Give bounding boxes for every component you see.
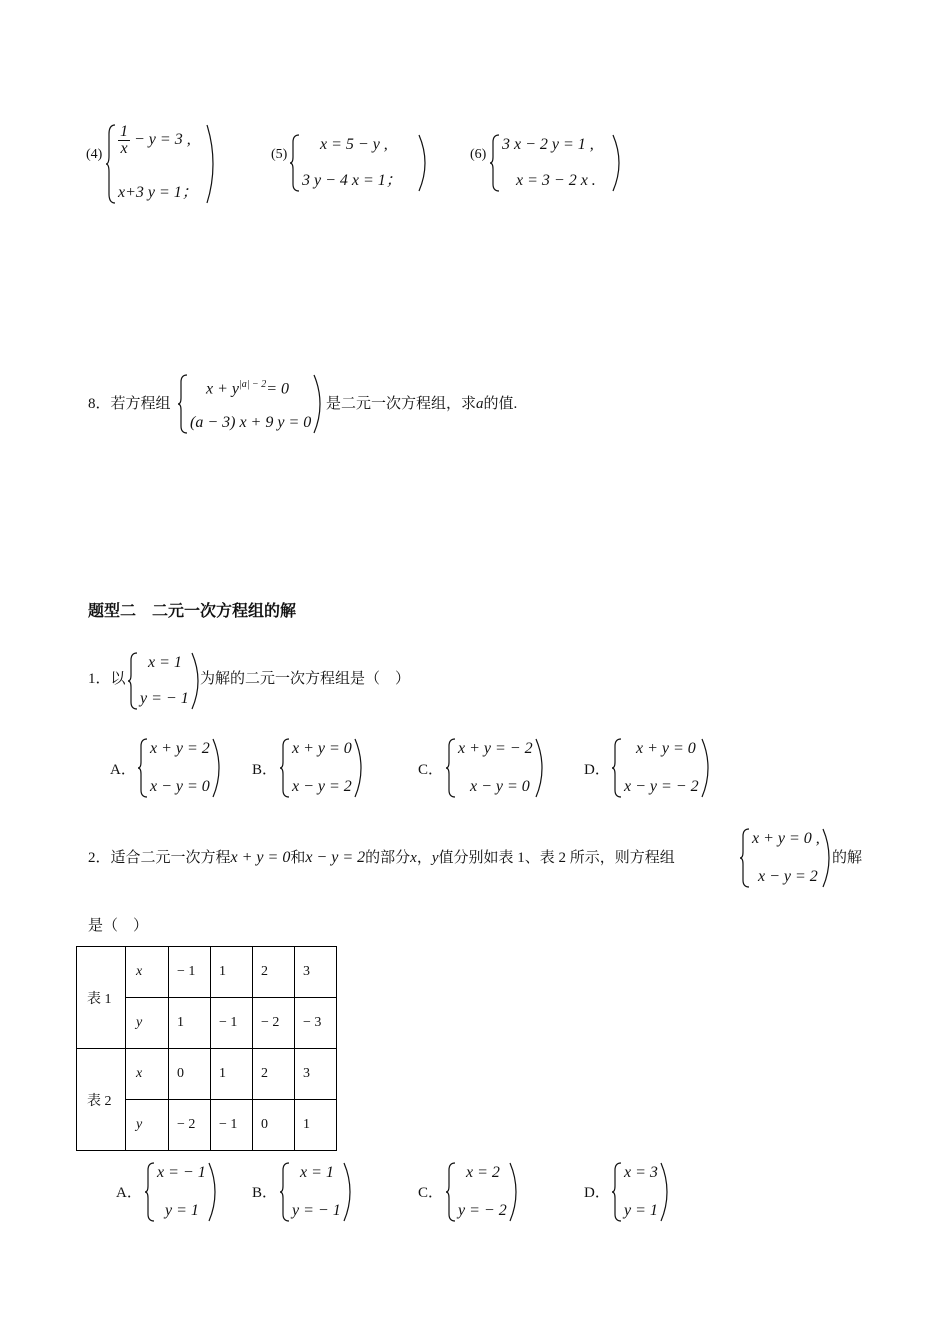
q1-option-c-label: C．: [418, 762, 444, 778]
right-paren: [822, 828, 832, 888]
table-2-var-x: x: [126, 1049, 169, 1100]
q1-option-d-label: D．: [584, 762, 610, 778]
right-paren: [208, 1162, 218, 1222]
q1-option-b-label: B．: [252, 762, 278, 778]
table-cell: 1: [295, 1100, 337, 1151]
q2-option-c-row-1: x = 2: [466, 1164, 500, 1181]
table-cell: 2: [253, 1049, 295, 1100]
q2-option-d-row-2: y = 1: [624, 1202, 658, 1219]
q1-option-d-row-1: x + y = 0: [636, 740, 696, 757]
left-brace: [446, 1162, 456, 1222]
q2-equation-1: x + y = 0: [230, 849, 291, 866]
q1-option-a: [138, 738, 222, 798]
system-4-label: (4): [86, 147, 103, 162]
section-heading: 题型二 二元一次方程组的解: [88, 601, 297, 620]
system-6-row-2: x = 3 − 2 x .: [516, 172, 596, 189]
left-brace: [740, 828, 750, 888]
q2-option-c-row-2: y = − 2: [458, 1202, 507, 1219]
q2-system-row-1: x + y = 0 ,: [752, 830, 820, 847]
system-4-row-2: x+3 y = 1；: [118, 184, 198, 201]
system-4-row-1: [118, 124, 198, 157]
q2-option-a-row-1: x = − 1: [157, 1164, 206, 1181]
q1-option-b: [280, 738, 364, 798]
table-2-var-y: y: [126, 1100, 169, 1151]
system-6-label: (6): [470, 147, 487, 162]
q8-suffix-b: 的值.: [483, 396, 518, 412]
right-paren: [660, 1162, 670, 1222]
q1-prefix: 1．以: [88, 671, 126, 687]
q8-row-1: [190, 374, 311, 400]
q1-option-a-label: A．: [110, 762, 136, 778]
q1-option-c: [446, 738, 545, 798]
right-paren: [509, 1162, 519, 1222]
table-cell: − 1: [211, 1100, 253, 1151]
values-table: [76, 946, 337, 1151]
system-6: [490, 134, 622, 192]
table-cell: 1: [211, 947, 253, 998]
q8-exponent: |a| − 2: [239, 379, 267, 390]
right-paren: [535, 738, 545, 798]
left-brace: [280, 1162, 290, 1222]
q2-option-b-label: B．: [252, 1185, 278, 1201]
fraction-denominator: x: [120, 140, 128, 157]
table-row: [77, 1049, 337, 1100]
left-brace: [128, 652, 138, 710]
q2-option-d-row-1: x = 3: [624, 1164, 658, 1181]
q2-var-y: y: [431, 850, 439, 866]
q2-option-a: [145, 1162, 218, 1222]
right-paren: [313, 374, 323, 434]
q1-row-1: x = 1: [148, 654, 182, 671]
q2-line-1: [88, 846, 675, 867]
table-cell: 2: [253, 947, 295, 998]
q1-option-d: [612, 738, 711, 798]
q2-mid-2: 值分别如表 1、表 2 所示，则方程组: [438, 850, 675, 866]
table-cell: − 1: [169, 947, 211, 998]
system-4-row-1-rest: − y = 3 ,: [134, 131, 191, 149]
left-brace: [106, 124, 116, 204]
q2-option-a-label: A．: [116, 1185, 142, 1201]
table-row: [77, 947, 337, 998]
q2-comma: ，: [416, 850, 432, 866]
q2-equation-2: x − y = 2: [305, 849, 366, 866]
left-brace: [290, 134, 300, 192]
q2-and: 和: [290, 850, 306, 866]
q2-option-b: [280, 1162, 353, 1222]
q2-option-d: [612, 1162, 670, 1222]
left-brace: [138, 738, 148, 798]
system-5-row-2: 3 y − 4 x = 1；: [302, 172, 402, 189]
system-5: [290, 134, 428, 192]
q2-option-b-row-2: y = − 1: [292, 1202, 341, 1219]
q8-row-1-rhs: = 0: [266, 380, 290, 398]
table-1-var-x: x: [126, 947, 169, 998]
q8-suffix-a: 是二元一次方程组，求: [326, 396, 477, 412]
right-paren: [612, 134, 622, 192]
q8-row-2: (a − 3) x + 9 y = 0: [190, 414, 312, 431]
q8-var-a: a: [476, 396, 484, 412]
table-cell: 3: [295, 947, 337, 998]
fraction-numerator: 1: [120, 123, 128, 140]
system-5-label: (5): [271, 147, 288, 162]
q8-prefix: 8．若方程组: [88, 396, 171, 412]
q2-var-x: x: [410, 850, 417, 866]
right-paren: [354, 738, 364, 798]
table-2-name: 表 2: [77, 1049, 126, 1151]
table-cell: 0: [253, 1100, 295, 1151]
table-1-name: 表 1: [77, 947, 126, 1049]
system-5-row-1: x = 5 − y ,: [320, 136, 388, 153]
q2-mid: 的部分: [365, 850, 411, 866]
table-cell: − 2: [253, 998, 295, 1049]
q8-system: [178, 374, 323, 434]
right-paren: [206, 124, 216, 204]
q1-row-2: y = − 1: [140, 690, 189, 707]
q2-option-d-label: D．: [584, 1185, 610, 1201]
table-cell: 3: [295, 1049, 337, 1100]
system-6-row-1: 3 x − 2 y = 1 ,: [502, 136, 594, 153]
right-paren: [701, 738, 711, 798]
left-brace: [612, 1162, 622, 1222]
fraction: [118, 124, 130, 157]
table-cell: − 1: [211, 998, 253, 1049]
table-cell: 0: [169, 1049, 211, 1100]
system-4: [106, 124, 216, 204]
q2-suffix: 的解: [832, 850, 863, 866]
q2-option-a-row-2: y = 1: [165, 1202, 199, 1219]
left-brace: [490, 134, 500, 192]
left-brace: [145, 1162, 155, 1222]
q1-solution: [128, 652, 201, 710]
q8-row-1-lhs: x + y: [206, 380, 239, 398]
q1-option-b-row-2: x − y = 2: [292, 778, 352, 795]
q1-option-c-row-2: x − y = 0: [470, 778, 530, 795]
q2-prefix: 2．适合二元一次方程: [88, 850, 231, 866]
q2-option-c-label: C．: [418, 1185, 444, 1201]
q1-option-d-row-2: x − y = − 2: [624, 778, 699, 795]
q2-line-2: 是（ ）: [88, 918, 149, 934]
q2-option-b-row-1: x = 1: [300, 1164, 334, 1181]
right-paren: [418, 134, 428, 192]
q2-option-c: [446, 1162, 519, 1222]
left-brace: [178, 374, 188, 434]
left-brace: [280, 738, 290, 798]
table-cell: − 3: [295, 998, 337, 1049]
q1-option-a-row-2: x − y = 0: [150, 778, 210, 795]
right-paren: [343, 1162, 353, 1222]
table-cell: − 2: [169, 1100, 211, 1151]
left-brace: [446, 738, 456, 798]
left-brace: [612, 738, 622, 798]
table-cell: 1: [211, 1049, 253, 1100]
q8-suffix: [326, 392, 517, 413]
q2-system-row-2: x − y = 2: [758, 868, 818, 885]
table-cell: 1: [169, 998, 211, 1049]
q2-system: [740, 828, 832, 888]
q1-suffix: 为解的二元一次方程组是（ ）: [200, 671, 411, 687]
right-paren: [212, 738, 222, 798]
q1-option-b-row-1: x + y = 0: [292, 740, 352, 757]
q1-option-c-row-1: x + y = − 2: [458, 740, 533, 757]
q1-option-a-row-1: x + y = 2: [150, 740, 210, 757]
table-1-var-y: y: [126, 998, 169, 1049]
